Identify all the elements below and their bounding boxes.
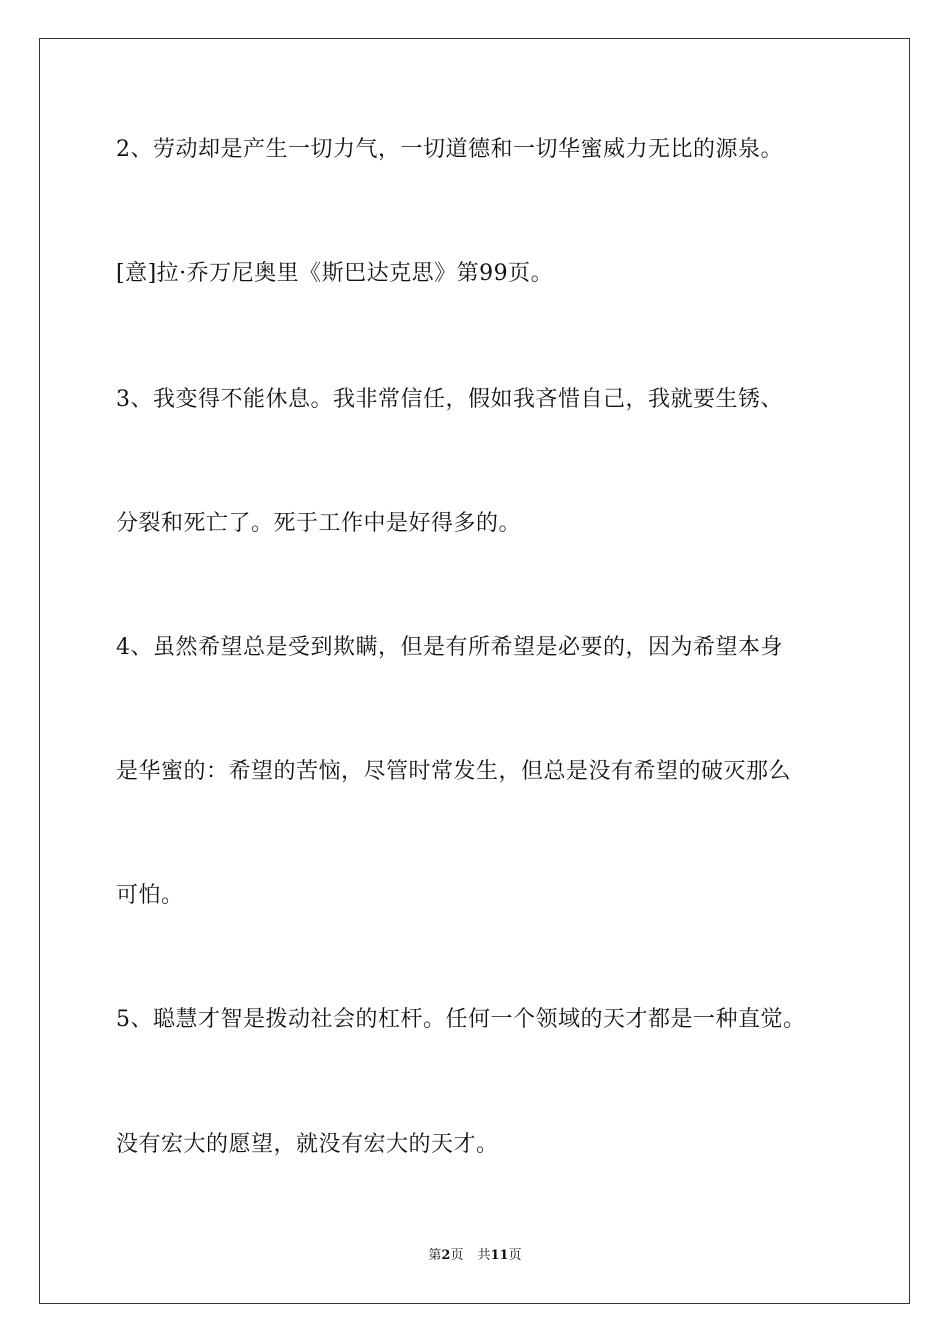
quote-5-line-2: 没有宏大的愿望，就没有宏大的天才。 [116,1132,499,1157]
quote-2-line-1: 2、劳动却是产生一切力气，一切道德和一切华蜜威力无比的源泉。 [116,137,783,162]
quote-4-line-2: 是华蜜的：希望的苦恼，尽管时常发生，但总是没有希望的破灭那么 [116,759,792,784]
quote-5-line-1: 5、聪慧才智是拨动社会的杠杆。任何一个领域的天才都是一种直觉。 [116,1007,806,1032]
total-prefix: 共 [477,1248,491,1263]
total-suffix: 页 [508,1248,522,1263]
page-border [39,38,910,1304]
quote-3-line-2: 分裂和死亡了。死于工作中是好得多的。 [116,511,522,536]
quote-2-source: [意]拉·乔万尼奥里《斯巴达克思》第99页。 [116,261,554,286]
page-prefix: 第 [428,1248,442,1263]
page-number: 2 [441,1248,451,1263]
quote-4-line-1: 4、虽然希望总是受到欺瞒，但是有所希望是必要的，因为希望本身 [116,635,783,660]
quote-3-line-1: 3、我变得不能休息。我非常信任，假如我吝惜自己，我就要生锈、 [116,387,783,412]
page-suffix: 页 [450,1248,464,1263]
page-footer [0,1247,950,1265]
total-pages: 11 [490,1248,509,1263]
quote-4-line-3: 可怕。 [116,883,184,908]
